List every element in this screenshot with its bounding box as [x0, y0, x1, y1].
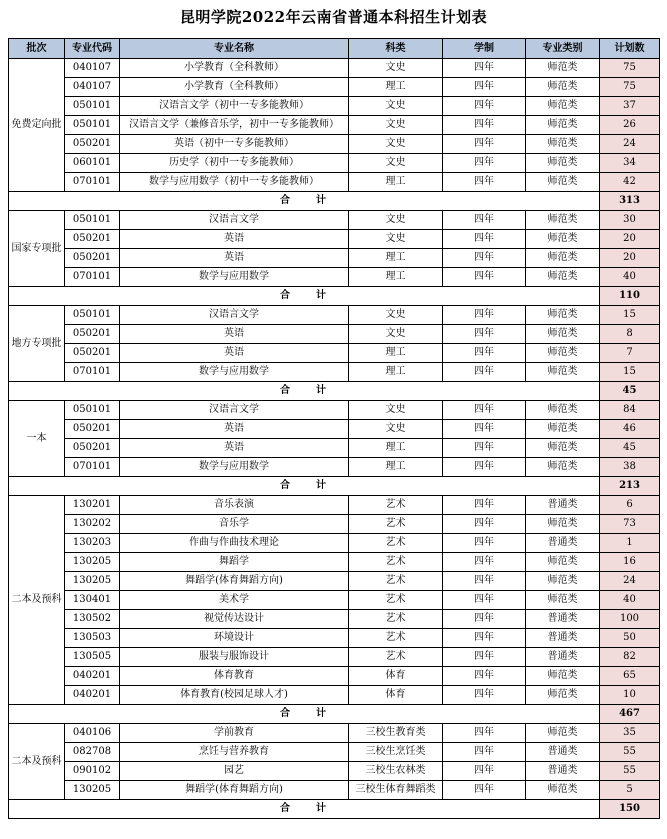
code-cell: 130502: [65, 610, 120, 629]
table-row: [9, 59, 660, 78]
subject-cell: 文史: [349, 211, 443, 230]
subject-cell: 三校生烹饪类: [349, 743, 443, 762]
major-name-cell: 舞蹈学(体育舞蹈方向): [120, 781, 349, 800]
table-row: [9, 97, 660, 116]
duration-cell: 四年: [443, 230, 526, 249]
page-title: 昆明学院2022年云南省普通本科招生计划表: [179, 8, 488, 26]
table-row: [9, 230, 660, 249]
duration-cell: 四年: [443, 173, 526, 192]
category-cell: 师范类: [526, 591, 600, 610]
code-cell: 130505: [65, 648, 120, 667]
header-name: 专业名称: [120, 39, 349, 59]
table-row: [9, 439, 660, 458]
subject-cell: 文史: [349, 325, 443, 344]
total-count: 313: [600, 192, 660, 211]
duration-cell: 四年: [443, 515, 526, 534]
major-name-cell: 英语: [120, 230, 349, 249]
count-cell: 15: [600, 306, 660, 325]
duration-cell: 四年: [443, 154, 526, 173]
category-cell: 普通类: [526, 743, 600, 762]
code-cell: 050201: [65, 135, 120, 154]
category-cell: 师范类: [526, 249, 600, 268]
count-cell: 5: [600, 781, 660, 800]
subject-cell: 理工: [349, 173, 443, 192]
code-cell: 050201: [65, 439, 120, 458]
subject-cell: 艺术: [349, 534, 443, 553]
table-row: [9, 458, 660, 477]
category-cell: 师范类: [526, 553, 600, 572]
category-cell: 师范类: [526, 211, 600, 230]
major-name-cell: 美术学: [120, 591, 349, 610]
table-row: [9, 686, 660, 705]
batch-cell: 地方专项批: [9, 306, 65, 382]
subject-cell: 理工: [349, 439, 443, 458]
duration-cell: 四年: [443, 59, 526, 78]
header-code: 专业代码: [65, 39, 120, 59]
category-cell: 师范类: [526, 686, 600, 705]
header-batch: 批次: [9, 39, 65, 59]
code-cell: 090102: [65, 762, 120, 781]
category-cell: 师范类: [526, 78, 600, 97]
category-cell: 师范类: [526, 724, 600, 743]
table-body: [9, 59, 660, 819]
category-cell: 普通类: [526, 648, 600, 667]
category-cell: 师范类: [526, 401, 600, 420]
table-row: [9, 249, 660, 268]
count-cell: 73: [600, 515, 660, 534]
count-cell: 42: [600, 173, 660, 192]
category-cell: 师范类: [526, 325, 600, 344]
code-cell: 070101: [65, 363, 120, 382]
table-row: [9, 306, 660, 325]
category-cell: 普通类: [526, 496, 600, 515]
duration-cell: 四年: [443, 724, 526, 743]
duration-cell: 四年: [443, 439, 526, 458]
total-label: 合 计: [9, 382, 600, 401]
total-label: 合 计: [9, 477, 600, 496]
duration-cell: 四年: [443, 458, 526, 477]
header-subject: 科类: [349, 39, 443, 59]
major-name-cell: 数学与应用数学（初中一专多能教师）: [120, 173, 349, 192]
duration-cell: 四年: [443, 610, 526, 629]
subject-cell: 艺术: [349, 553, 443, 572]
duration-cell: 四年: [443, 534, 526, 553]
major-name-cell: 数学与应用数学: [120, 268, 349, 287]
subject-cell: 三校生体育舞蹈类: [349, 781, 443, 800]
total-row: [9, 287, 660, 306]
major-name-cell: 英语: [120, 344, 349, 363]
table-row: [9, 762, 660, 781]
major-name-cell: 舞蹈学(体育舞蹈方向): [120, 572, 349, 591]
code-cell: 040107: [65, 59, 120, 78]
category-cell: 普通类: [526, 762, 600, 781]
count-cell: 45: [600, 439, 660, 458]
duration-cell: 四年: [443, 401, 526, 420]
major-name-cell: 烹饪与营养教育: [120, 743, 349, 762]
major-name-cell: 英语: [120, 420, 349, 439]
code-cell: 070101: [65, 268, 120, 287]
duration-cell: 四年: [443, 629, 526, 648]
table-row: [9, 743, 660, 762]
table-row: [9, 534, 660, 553]
code-cell: 040107: [65, 78, 120, 97]
duration-cell: 四年: [443, 135, 526, 154]
category-cell: 师范类: [526, 173, 600, 192]
code-cell: 050201: [65, 230, 120, 249]
major-name-cell: 汉语言文学（初中一专多能教师）: [120, 97, 349, 116]
total-count: 213: [600, 477, 660, 496]
code-cell: 130201: [65, 496, 120, 515]
table-row: [9, 401, 660, 420]
count-cell: 34: [600, 154, 660, 173]
major-name-cell: 体育教育(校园足球人才): [120, 686, 349, 705]
enrollment-plan-table: [8, 38, 660, 819]
category-cell: 师范类: [526, 344, 600, 363]
subject-cell: 理工: [349, 268, 443, 287]
subject-cell: 文史: [349, 401, 443, 420]
code-cell: 130503: [65, 629, 120, 648]
major-name-cell: 汉语言文学: [120, 306, 349, 325]
header-category: 专业类别: [526, 39, 600, 59]
duration-cell: 四年: [443, 496, 526, 515]
count-cell: 30: [600, 211, 660, 230]
duration-cell: 四年: [443, 553, 526, 572]
total-row: [9, 705, 660, 724]
subject-cell: 艺术: [349, 648, 443, 667]
count-cell: 65: [600, 667, 660, 686]
total-label: 合 计: [9, 287, 600, 306]
table-row: [9, 610, 660, 629]
code-cell: 130205: [65, 572, 120, 591]
table-row: [9, 572, 660, 591]
total-count: 45: [600, 382, 660, 401]
total-row: [9, 477, 660, 496]
category-cell: 师范类: [526, 268, 600, 287]
major-name-cell: 数学与应用数学: [120, 458, 349, 477]
subject-cell: 艺术: [349, 572, 443, 591]
code-cell: 070101: [65, 173, 120, 192]
subject-cell: 理工: [349, 249, 443, 268]
subject-cell: 文史: [349, 420, 443, 439]
count-cell: 8: [600, 325, 660, 344]
subject-cell: 文史: [349, 116, 443, 135]
category-cell: 师范类: [526, 154, 600, 173]
count-cell: 24: [600, 135, 660, 154]
table-row: [9, 116, 660, 135]
subject-cell: 艺术: [349, 591, 443, 610]
total-count: 110: [600, 287, 660, 306]
major-name-cell: 历史学（初中一专多能教师）: [120, 154, 349, 173]
category-cell: 普通类: [526, 610, 600, 629]
subject-cell: 理工: [349, 363, 443, 382]
count-cell: 84: [600, 401, 660, 420]
code-cell: 050201: [65, 325, 120, 344]
code-cell: 082708: [65, 743, 120, 762]
table-row: [9, 78, 660, 97]
count-cell: 26: [600, 116, 660, 135]
duration-cell: 四年: [443, 762, 526, 781]
count-cell: 6: [600, 496, 660, 515]
category-cell: 普通类: [526, 534, 600, 553]
category-cell: 师范类: [526, 230, 600, 249]
table-row: [9, 344, 660, 363]
table-row: [9, 648, 660, 667]
subject-cell: 艺术: [349, 610, 443, 629]
duration-cell: 四年: [443, 211, 526, 230]
batch-cell: 二本及预科: [9, 724, 65, 800]
major-name-cell: 作曲与作曲技术理论: [120, 534, 349, 553]
subject-cell: 艺术: [349, 515, 443, 534]
code-cell: 050101: [65, 401, 120, 420]
code-cell: 130203: [65, 534, 120, 553]
category-cell: 师范类: [526, 439, 600, 458]
duration-cell: 四年: [443, 743, 526, 762]
major-name-cell: 汉语言文学: [120, 401, 349, 420]
subject-cell: 艺术: [349, 629, 443, 648]
count-cell: 46: [600, 420, 660, 439]
code-cell: 050101: [65, 97, 120, 116]
total-row: [9, 192, 660, 211]
subject-cell: 文史: [349, 306, 443, 325]
count-cell: 37: [600, 97, 660, 116]
code-cell: 050101: [65, 211, 120, 230]
table-row: [9, 629, 660, 648]
major-name-cell: 舞蹈学: [120, 553, 349, 572]
code-cell: 130205: [65, 553, 120, 572]
category-cell: 师范类: [526, 515, 600, 534]
code-cell: 040106: [65, 724, 120, 743]
major-name-cell: 数学与应用数学: [120, 363, 349, 382]
category-cell: 普通类: [526, 629, 600, 648]
code-cell: 050201: [65, 344, 120, 363]
category-cell: 师范类: [526, 97, 600, 116]
category-cell: 师范类: [526, 420, 600, 439]
code-cell: 060101: [65, 154, 120, 173]
table-header-row: [9, 39, 660, 59]
total-count: 467: [600, 705, 660, 724]
category-cell: 师范类: [526, 572, 600, 591]
count-cell: 7: [600, 344, 660, 363]
count-cell: 1: [600, 534, 660, 553]
batch-cell: 一本: [9, 401, 65, 477]
major-name-cell: 小学教育（全科教师）: [120, 59, 349, 78]
count-cell: 55: [600, 762, 660, 781]
count-cell: 20: [600, 230, 660, 249]
count-cell: 16: [600, 553, 660, 572]
count-cell: 75: [600, 78, 660, 97]
table-row: [9, 420, 660, 439]
subject-cell: 文史: [349, 135, 443, 154]
subject-cell: 体育: [349, 667, 443, 686]
total-label: 合 计: [9, 800, 600, 819]
category-cell: 师范类: [526, 781, 600, 800]
count-cell: 40: [600, 268, 660, 287]
header-duration: 学制: [443, 39, 526, 59]
subject-cell: 理工: [349, 78, 443, 97]
duration-cell: 四年: [443, 781, 526, 800]
table-row: [9, 363, 660, 382]
code-cell: 050101: [65, 116, 120, 135]
batch-cell: 免费定向批: [9, 59, 65, 192]
table-row: [9, 553, 660, 572]
duration-cell: 四年: [443, 268, 526, 287]
batch-cell: 国家专项批: [9, 211, 65, 287]
category-cell: 师范类: [526, 135, 600, 154]
table-row: [9, 724, 660, 743]
table-row: [9, 211, 660, 230]
major-name-cell: 环境设计: [120, 629, 349, 648]
table-row: [9, 268, 660, 287]
major-name-cell: 音乐表演: [120, 496, 349, 515]
code-cell: 130401: [65, 591, 120, 610]
subject-cell: 三校生农林类: [349, 762, 443, 781]
code-cell: 070101: [65, 458, 120, 477]
major-name-cell: 汉语言文学（兼修音乐学，初中一专多能教师）: [120, 116, 349, 135]
duration-cell: 四年: [443, 363, 526, 382]
total-row: [9, 382, 660, 401]
major-name-cell: 英语: [120, 439, 349, 458]
count-cell: 82: [600, 648, 660, 667]
code-cell: 050201: [65, 249, 120, 268]
duration-cell: 四年: [443, 648, 526, 667]
major-name-cell: 汉语言文学: [120, 211, 349, 230]
subject-cell: 文史: [349, 154, 443, 173]
count-cell: 75: [600, 59, 660, 78]
count-cell: 10: [600, 686, 660, 705]
table-row: [9, 591, 660, 610]
count-cell: 50: [600, 629, 660, 648]
major-name-cell: 园艺: [120, 762, 349, 781]
category-cell: 师范类: [526, 363, 600, 382]
major-name-cell: 音乐学: [120, 515, 349, 534]
count-cell: 38: [600, 458, 660, 477]
category-cell: 师范类: [526, 59, 600, 78]
table-row: [9, 325, 660, 344]
duration-cell: 四年: [443, 572, 526, 591]
count-cell: 20: [600, 249, 660, 268]
count-cell: 40: [600, 591, 660, 610]
code-cell: 050101: [65, 306, 120, 325]
code-cell: 050201: [65, 420, 120, 439]
subject-cell: 文史: [349, 59, 443, 78]
subject-cell: 艺术: [349, 496, 443, 515]
count-cell: 35: [600, 724, 660, 743]
category-cell: 师范类: [526, 306, 600, 325]
duration-cell: 四年: [443, 420, 526, 439]
table-row: [9, 496, 660, 515]
duration-cell: 四年: [443, 249, 526, 268]
duration-cell: 四年: [443, 591, 526, 610]
table-row: [9, 173, 660, 192]
count-cell: 100: [600, 610, 660, 629]
duration-cell: 四年: [443, 344, 526, 363]
major-name-cell: 英语: [120, 325, 349, 344]
duration-cell: 四年: [443, 306, 526, 325]
code-cell: 130205: [65, 781, 120, 800]
subject-cell: 文史: [349, 97, 443, 116]
count-cell: 55: [600, 743, 660, 762]
table-row: [9, 154, 660, 173]
major-name-cell: 英语（初中一专多能教师）: [120, 135, 349, 154]
count-cell: 24: [600, 572, 660, 591]
subject-cell: 理工: [349, 458, 443, 477]
duration-cell: 四年: [443, 686, 526, 705]
count-cell: 15: [600, 363, 660, 382]
code-cell: 130202: [65, 515, 120, 534]
major-name-cell: 体育教育: [120, 667, 349, 686]
total-row: [9, 800, 660, 819]
code-cell: 040201: [65, 686, 120, 705]
total-label: 合 计: [9, 705, 600, 724]
table-row: [9, 135, 660, 154]
category-cell: 师范类: [526, 667, 600, 686]
major-name-cell: 英语: [120, 249, 349, 268]
code-cell: 040201: [65, 667, 120, 686]
duration-cell: 四年: [443, 325, 526, 344]
category-cell: 师范类: [526, 116, 600, 135]
category-cell: 师范类: [526, 458, 600, 477]
total-label: 合 计: [9, 192, 600, 211]
duration-cell: 四年: [443, 78, 526, 97]
header-count: 计划数: [600, 39, 660, 59]
major-name-cell: 视觉传达设计: [120, 610, 349, 629]
subject-cell: 三校生教育类: [349, 724, 443, 743]
table-row: [9, 781, 660, 800]
major-name-cell: 服装与服饰设计: [120, 648, 349, 667]
table-row: [9, 515, 660, 534]
batch-cell: 二本及预科: [9, 496, 65, 705]
duration-cell: 四年: [443, 667, 526, 686]
duration-cell: 四年: [443, 116, 526, 135]
total-count: 150: [600, 800, 660, 819]
subject-cell: 理工: [349, 344, 443, 363]
subject-cell: 体育: [349, 686, 443, 705]
major-name-cell: 学前教育: [120, 724, 349, 743]
duration-cell: 四年: [443, 97, 526, 116]
major-name-cell: 小学教育（全科教师）: [120, 78, 349, 97]
table-row: [9, 667, 660, 686]
subject-cell: 文史: [349, 230, 443, 249]
